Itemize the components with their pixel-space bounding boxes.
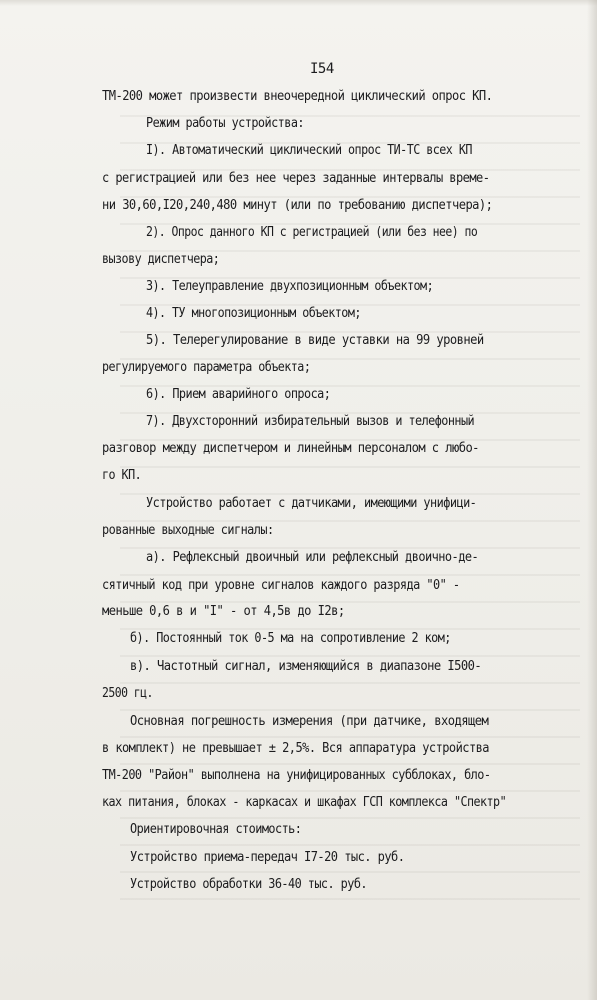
text-line: ТМ-200 может произвести внеочередной циклический опрос КП.	[102, 89, 493, 104]
text-line: Ориентировочная стоимость:	[130, 822, 302, 837]
text-line: рованные выходные сигналы:	[102, 523, 274, 538]
text-line: регулируемого параметра объекта;	[102, 360, 311, 375]
text-line: Устройство приема-передач I7-20 тыс. руб.	[130, 850, 405, 865]
text-line: ках питания, блоках - каркасах и шкафах ГСП комплекса "Спектр"	[102, 795, 507, 810]
text-line: 2500 гц.	[102, 686, 153, 701]
page-number: I54	[310, 61, 334, 77]
text-line: с регистрацией или без нее через заданные интервалы време-	[102, 171, 490, 186]
text-line: 4). ТУ многопозиционным объектом;	[146, 306, 361, 321]
text-line: 6). Прием аварийного опроса;	[146, 387, 331, 402]
text-line: Устройство работает с датчиками, имеющими унифици-	[146, 496, 477, 511]
text-line: разговор между диспетчером и линейным персоналом с любо-	[102, 441, 479, 456]
text-line: в). Частотный сигнал, изменяющийся в диапазоне I500-	[130, 659, 482, 674]
text-line: меньше 0,6 в и "I" - от 4,5в до I2в;	[102, 604, 345, 619]
text-line: I). Автоматический циклический опрос ТИ-ТС всех КП	[146, 143, 472, 158]
text-line: Устройство обработки 36-40 тыс. руб.	[130, 877, 368, 892]
page-top-shadow	[0, 0, 597, 6]
text-line: Основная погрешность измерения (при датчике, входящем	[130, 714, 489, 729]
text-line: 7). Двухсторонний избирательный вызов и телефонный	[146, 414, 475, 429]
text-line: вызову диспетчера;	[102, 252, 220, 267]
page-right-shadow	[587, 0, 597, 1000]
text-line: в комплект) не превышает ± 2,5%. Вся аппаратура устройства	[102, 741, 489, 756]
text-line: б). Постоянный ток 0-5 ма на сопротивление 2 ком;	[130, 631, 451, 646]
text-line: 5). Телерегулирование в виде уставки на 99 уровней	[146, 333, 484, 348]
text-line: 3). Телеуправление двухпозиционным объектом;	[146, 279, 434, 294]
text-line: ни 30,60,I20,240,480 минут (или по требованию диспетчера);	[102, 198, 493, 213]
text-line: а). Рефлексный двоичный или рефлексный двоично-де-	[146, 550, 479, 565]
text-line: 2). Опрос данного КП с регистрацией (или без нее) по	[146, 225, 478, 240]
text-line: сятичный код при уровне сигналов каждого разряда "0" -	[102, 578, 460, 593]
text-line: го КП.	[102, 468, 142, 483]
text-line: ТМ-200 "Район" выполнена на унифицированных субблоках, бло-	[102, 768, 491, 783]
text-line: Режим работы устройства:	[146, 116, 305, 131]
